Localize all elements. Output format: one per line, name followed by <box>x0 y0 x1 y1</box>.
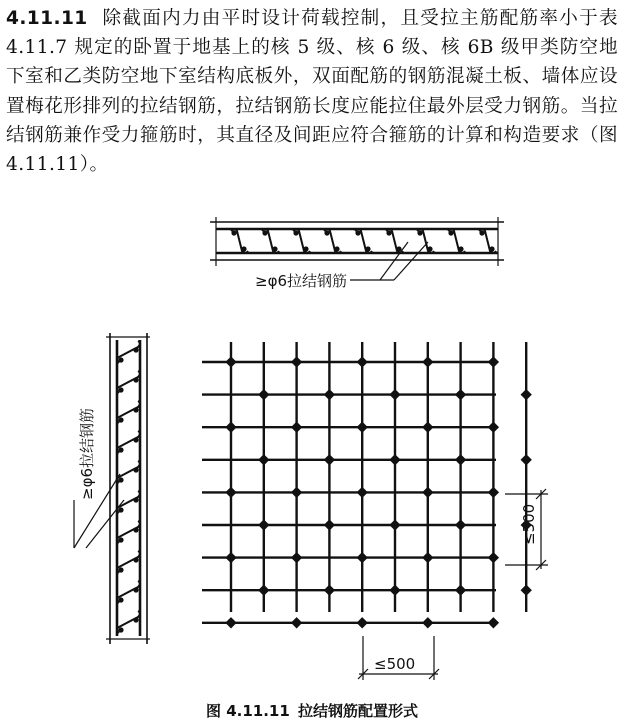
grid-tie-mark <box>455 585 466 596</box>
grid-tie-mark <box>357 422 368 433</box>
grid-tie-mark <box>422 552 433 563</box>
grid-tie-mark <box>389 519 400 530</box>
grid-tie-mark <box>324 389 335 400</box>
grid-tie-mark <box>389 389 400 400</box>
grid-tie-mark <box>455 454 466 465</box>
grid-tie-mark <box>225 487 236 498</box>
grid-tie-mark <box>389 454 400 465</box>
grid-tie-mark <box>488 617 499 628</box>
grid-tie-mark <box>422 487 433 498</box>
grid-tie-mark <box>422 617 433 628</box>
grid-tie-mark <box>225 356 236 367</box>
grid-tie-mark <box>521 454 532 465</box>
tie-bar-grid <box>202 342 532 628</box>
slab-section-diagram <box>210 217 504 280</box>
grid-tie-mark <box>291 487 302 498</box>
vertical-spacing-label: ≤500 <box>520 503 538 545</box>
figure-caption-number: 图 4.11.11 <box>206 702 290 720</box>
grid-tie-mark <box>291 617 302 628</box>
grid-tie-mark <box>258 389 269 400</box>
grid-tie-mark <box>357 617 368 628</box>
horizontal-spacing-label: ≤500 <box>374 655 416 673</box>
grid-tie-mark <box>258 454 269 465</box>
grid-tie-mark <box>488 356 499 367</box>
grid-tie-mark <box>324 454 335 465</box>
grid-tie-mark <box>258 585 269 596</box>
figure-caption-title: 拉结钢筋配置形式 <box>298 702 419 720</box>
grid-tie-mark <box>324 519 335 530</box>
grid-tie-mark <box>521 585 532 596</box>
top-tie-bar-label: ≥φ6拉结钢筋 <box>255 272 348 290</box>
side-tie-bar-label: ≥φ6拉结钢筋 <box>78 407 96 500</box>
grid-tie-mark <box>389 585 400 596</box>
grid-tie-mark <box>455 389 466 400</box>
grid-tie-mark <box>258 519 269 530</box>
grid-tie-mark <box>455 519 466 530</box>
grid-tie-mark <box>291 356 302 367</box>
grid-tie-mark <box>488 422 499 433</box>
grid-tie-mark <box>422 356 433 367</box>
clause-text: 除截面内力由平时设计荷载控制，且受拉主筋配筋率小于表 4.11.7 规定的卧置于地基上的核 5 级、核 6 级、核 6B 级甲类防空地下室和乙类防空地下室结构底板外，双面配筋的钢筋混凝土板、墙体应设置梅花形排列的拉结钢筋，拉结钢筋长度应能拉住最外层受力钢筋。当拉结钢筋兼作受力箍筋时，其直径及间距应符合箍筋的计算和构造要求（图 4.11.11）。 <box>6 8 618 176</box>
grid-tie-mark <box>225 552 236 563</box>
grid-tie-mark <box>225 617 236 628</box>
grid-tie-mark <box>521 389 532 400</box>
grid-tie-mark <box>422 422 433 433</box>
grid-tie-mark <box>488 552 499 563</box>
grid-tie-mark <box>291 422 302 433</box>
grid-tie-mark <box>291 552 302 563</box>
grid-tie-mark <box>357 356 368 367</box>
clause-number: 4.11.11 <box>6 8 88 29</box>
grid-tie-mark <box>357 487 368 498</box>
grid-tie-mark <box>225 422 236 433</box>
grid-tie-mark <box>324 585 335 596</box>
grid-tie-mark <box>357 552 368 563</box>
grid-tie-mark <box>488 487 499 498</box>
